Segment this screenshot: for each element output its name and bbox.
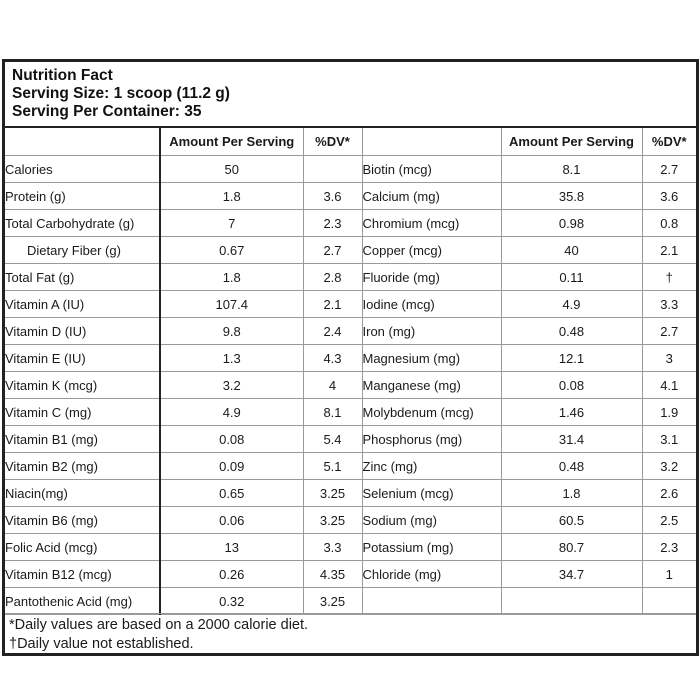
right-dv: 3.3 <box>642 291 696 318</box>
right-dv: 2.1 <box>642 237 696 264</box>
left-dv: 2.1 <box>303 291 362 318</box>
left-amount: 13 <box>160 534 303 561</box>
table-header-row <box>5 128 696 156</box>
left-amount: 50 <box>160 156 303 183</box>
right-amount: 80.7 <box>501 534 642 561</box>
left-dv <box>303 156 362 183</box>
left-nutrient-header <box>5 128 160 156</box>
left-amount: 0.09 <box>160 453 303 480</box>
left-dv: 3.3 <box>303 534 362 561</box>
left-nutrient-name: Dietary Fiber (g) <box>5 237 160 264</box>
table-row <box>5 291 696 318</box>
table-row <box>5 318 696 345</box>
right-nutrient-name: Iron (mg) <box>362 318 501 345</box>
right-dv: 1 <box>642 561 696 588</box>
table-row <box>5 399 696 426</box>
right-dv: 3.6 <box>642 183 696 210</box>
left-dv: 2.4 <box>303 318 362 345</box>
footnotes <box>5 613 696 653</box>
right-nutrient-name: Calcium (mg) <box>362 183 501 210</box>
left-nutrient-name: Vitamin D (IU) <box>5 318 160 345</box>
right-dv <box>642 588 696 615</box>
right-dv: 3.1 <box>642 426 696 453</box>
left-dv: 3.25 <box>303 507 362 534</box>
left-dv: 3.6 <box>303 183 362 210</box>
right-amount <box>501 588 642 615</box>
left-nutrient-name: Vitamin B1 (mg) <box>5 426 160 453</box>
right-nutrient-name: Molybdenum (mcg) <box>362 399 501 426</box>
left-amount: 0.67 <box>160 237 303 264</box>
right-amount-header: Amount Per Serving <box>501 128 642 156</box>
left-amount-header: Amount Per Serving <box>160 128 303 156</box>
right-nutrient-name: Iodine (mcg) <box>362 291 501 318</box>
right-nutrient-name: Copper (mcg) <box>362 237 501 264</box>
footnote-daily-values: *Daily values are based on a 2000 calorie diet. <box>9 617 309 633</box>
table-row <box>5 453 696 480</box>
left-amount: 107.4 <box>160 291 303 318</box>
right-amount: 0.48 <box>501 318 642 345</box>
right-amount: 34.7 <box>501 561 642 588</box>
table-row <box>5 588 696 615</box>
left-amount: 7 <box>160 210 303 237</box>
right-dv: 0.8 <box>642 210 696 237</box>
left-amount: 0.65 <box>160 480 303 507</box>
left-nutrient-name: Vitamin B12 (mcg) <box>5 561 160 588</box>
right-amount: 35.8 <box>501 183 642 210</box>
right-dv: 2.7 <box>642 318 696 345</box>
left-dv: 8.1 <box>303 399 362 426</box>
left-dv: 4.35 <box>303 561 362 588</box>
table-row <box>5 507 696 534</box>
left-amount: 1.8 <box>160 183 303 210</box>
servings-per-container: Serving Per Container: 35 <box>12 103 202 120</box>
left-nutrient-name: Vitamin K (mcg) <box>5 372 160 399</box>
right-amount: 1.46 <box>501 399 642 426</box>
nutrition-facts-label <box>2 59 699 656</box>
table-row <box>5 237 696 264</box>
left-dv-header: %DV* <box>303 128 362 156</box>
right-amount: 0.11 <box>501 264 642 291</box>
left-amount: 3.2 <box>160 372 303 399</box>
left-nutrient-name: Protein (g) <box>5 183 160 210</box>
left-dv: 3.25 <box>303 588 362 615</box>
right-nutrient-name: Potassium (mg) <box>362 534 501 561</box>
right-amount: 4.9 <box>501 291 642 318</box>
left-amount: 1.3 <box>160 345 303 372</box>
right-dv: 4.1 <box>642 372 696 399</box>
right-nutrient-name: Zinc (mg) <box>362 453 501 480</box>
left-nutrient-name: Vitamin A (IU) <box>5 291 160 318</box>
nutrient-table <box>5 128 696 615</box>
right-amount: 0.48 <box>501 453 642 480</box>
left-nutrient-name: Calories <box>5 156 160 183</box>
right-amount: 0.98 <box>501 210 642 237</box>
right-nutrient-name: Phosphorus (mg) <box>362 426 501 453</box>
left-nutrient-name: Vitamin B6 (mg) <box>5 507 160 534</box>
left-dv: 2.8 <box>303 264 362 291</box>
left-amount: 0.32 <box>160 588 303 615</box>
right-nutrient-name <box>362 588 501 615</box>
right-dv-header: %DV* <box>642 128 696 156</box>
label-header <box>5 62 696 128</box>
right-nutrient-name: Sodium (mg) <box>362 507 501 534</box>
right-dv: 2.7 <box>642 156 696 183</box>
left-nutrient-name: Folic Acid (mcg) <box>5 534 160 561</box>
label-title: Nutrition Fact <box>12 67 113 84</box>
left-amount: 9.8 <box>160 318 303 345</box>
right-dv: 2.3 <box>642 534 696 561</box>
left-amount: 0.08 <box>160 426 303 453</box>
right-amount: 31.4 <box>501 426 642 453</box>
left-dv: 2.7 <box>303 237 362 264</box>
table-row <box>5 264 696 291</box>
left-nutrient-name: Niacin(mg) <box>5 480 160 507</box>
left-nutrient-name: Vitamin B2 (mg) <box>5 453 160 480</box>
left-amount: 4.9 <box>160 399 303 426</box>
table-row <box>5 210 696 237</box>
table-row <box>5 534 696 561</box>
serving-size: Serving Size: 1 scoop (11.2 g) <box>12 85 230 102</box>
right-nutrient-name: Manganese (mg) <box>362 372 501 399</box>
right-nutrient-name: Fluoride (mg) <box>362 264 501 291</box>
right-nutrient-header <box>362 128 501 156</box>
left-dv: 2.3 <box>303 210 362 237</box>
table-row <box>5 426 696 453</box>
right-dv: 2.5 <box>642 507 696 534</box>
right-amount: 0.08 <box>501 372 642 399</box>
right-dv: 2.6 <box>642 480 696 507</box>
right-amount: 1.8 <box>501 480 642 507</box>
left-amount: 1.8 <box>160 264 303 291</box>
table-row <box>5 183 696 210</box>
right-nutrient-name: Magnesium (mg) <box>362 345 501 372</box>
right-amount: 12.1 <box>501 345 642 372</box>
table-row <box>5 561 696 588</box>
footnote-not-established: †Daily value not established. <box>9 636 194 652</box>
left-dv: 5.4 <box>303 426 362 453</box>
right-nutrient-name: Selenium (mcg) <box>362 480 501 507</box>
right-dv: 3.2 <box>642 453 696 480</box>
left-amount: 0.26 <box>160 561 303 588</box>
right-dv: † <box>642 264 696 291</box>
right-amount: 60.5 <box>501 507 642 534</box>
left-dv: 4 <box>303 372 362 399</box>
table-row <box>5 480 696 507</box>
left-dv: 4.3 <box>303 345 362 372</box>
right-amount: 40 <box>501 237 642 264</box>
right-amount: 8.1 <box>501 156 642 183</box>
right-dv: 1.9 <box>642 399 696 426</box>
left-dv: 5.1 <box>303 453 362 480</box>
left-dv: 3.25 <box>303 480 362 507</box>
right-nutrient-name: Chloride (mg) <box>362 561 501 588</box>
right-nutrient-name: Chromium (mcg) <box>362 210 501 237</box>
right-dv: 3 <box>642 345 696 372</box>
table-row <box>5 345 696 372</box>
left-nutrient-name: Total Carbohydrate (g) <box>5 210 160 237</box>
left-amount: 0.06 <box>160 507 303 534</box>
left-nutrient-name: Vitamin C (mg) <box>5 399 160 426</box>
left-nutrient-name: Pantothenic Acid (mg) <box>5 588 160 615</box>
left-nutrient-name: Vitamin E (IU) <box>5 345 160 372</box>
table-row <box>5 372 696 399</box>
table-row <box>5 156 696 183</box>
left-nutrient-name: Total Fat (g) <box>5 264 160 291</box>
right-nutrient-name: Biotin (mcg) <box>362 156 501 183</box>
